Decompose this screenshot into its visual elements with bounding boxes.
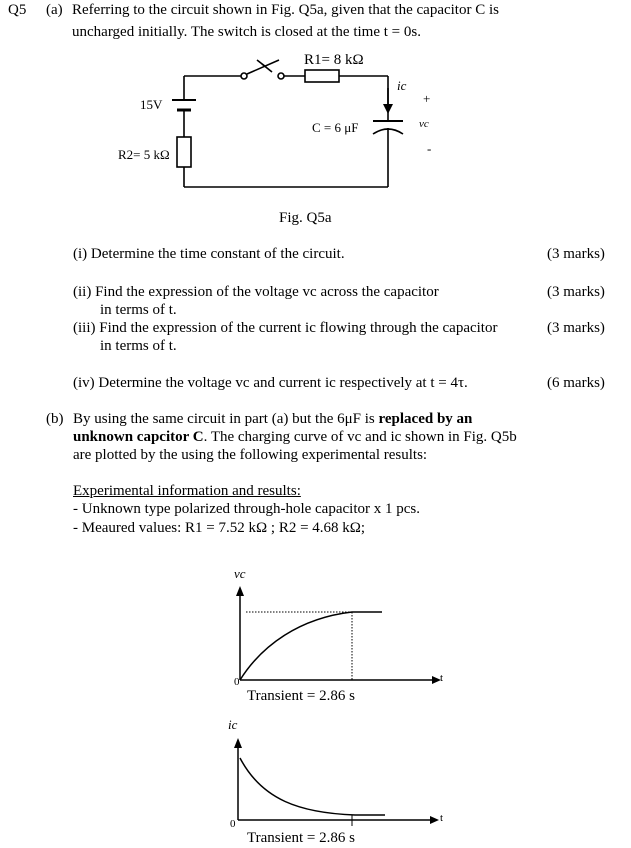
capacitor-label: C = 6 μF [312, 120, 359, 135]
vc-origin-label: 0 [234, 676, 240, 688]
plus-sign: + [423, 91, 431, 106]
part-b-line-3: are plotted by the using the following experimental results: [73, 447, 428, 463]
vc-transient-label: Transient = 2.86 s [247, 688, 355, 704]
figure-caption: Fig. Q5a [279, 210, 332, 226]
subquestion-iii-line2: in terms of t. [100, 338, 177, 354]
part-b-line-2 [73, 429, 517, 446]
subquestion-iii: (iii) Find the expression of the current ic flowing through the capacitor [73, 320, 498, 336]
subquestion-ii: (ii) Find the expression of the voltage vc across the capacitor [73, 284, 439, 300]
vc-x-label: t [440, 672, 444, 684]
experimental-item-2: - Meaured values: R1 = 7.52 kΩ ; R2 = 4.68 kΩ; [73, 520, 366, 536]
switch-arrow-b [257, 60, 266, 67]
part-b-line-1-text: By using the same circuit in part (a) but the 6μF is [73, 411, 379, 427]
ic-curve [240, 758, 385, 815]
subquestion-iv-marks: (6 marks) [547, 375, 605, 391]
subquestion-iii-marks: (3 marks) [547, 320, 605, 336]
vc-y-arrow [236, 586, 244, 596]
ic-x-arrow [430, 816, 439, 824]
experimental-heading: Experimental information and results: [73, 483, 301, 499]
r2-label: R2= 5 kΩ [118, 147, 170, 162]
r1-resistor [305, 70, 339, 82]
source-label: 15V [140, 97, 163, 112]
ic-origin-label: 0 [230, 818, 236, 830]
graph-ic [234, 738, 439, 826]
part-b-line-1 [73, 411, 472, 428]
ic-y-arrow [234, 738, 242, 748]
r1-label: R1= 8 kΩ [304, 52, 364, 68]
subquestion-i: (i) Determine the time constant of the circuit. [73, 246, 345, 262]
vc-curve [240, 612, 382, 680]
part-b-line-1-bold: replaced by an [378, 411, 473, 427]
part-b-line-2-bold: unknown capcitor C [73, 429, 204, 445]
ic-transient-label: Transient = 2.86 s [247, 830, 355, 846]
switch-contact-right [278, 73, 284, 79]
ic-label: ic [397, 78, 407, 93]
r2-resistor [177, 137, 191, 167]
subquestion-iv: (iv) Determine the voltage vc and current ic respectively at t = 4τ. [73, 375, 468, 391]
ic-axis-label: ic [228, 717, 238, 732]
switch-blade [247, 60, 279, 74]
subquestion-ii-marks: (3 marks) [547, 284, 605, 300]
minus-sign: - [427, 141, 432, 156]
subquestion-ii-line2: in terms of t. [100, 302, 177, 318]
part-b-label: (b) [46, 411, 64, 427]
part-a-label: (a) [46, 2, 63, 18]
intro-line-2: uncharged initially. The switch is closed at the time t = 0s. [72, 24, 421, 40]
switch-contact-left [241, 73, 247, 79]
question-number: Q5 [8, 2, 27, 18]
ic-arrow-head [383, 104, 393, 114]
subquestion-i-marks: (3 marks) [547, 246, 605, 262]
vc-label: vc [419, 118, 429, 130]
part-b-line-2-text: . The charging curve of vc and ic shown in Fig. Q5b [203, 429, 517, 445]
graph-vc [236, 586, 444, 684]
ic-x-label: t [440, 812, 444, 824]
vc-axis-label: vc [234, 566, 246, 581]
experimental-item-1: - Unknown type polarized through-hole capacitor x 1 pcs. [73, 501, 420, 517]
intro-line-1: Referring to the circuit shown in Fig. Q5a, given that the capacitor C is [72, 2, 499, 18]
